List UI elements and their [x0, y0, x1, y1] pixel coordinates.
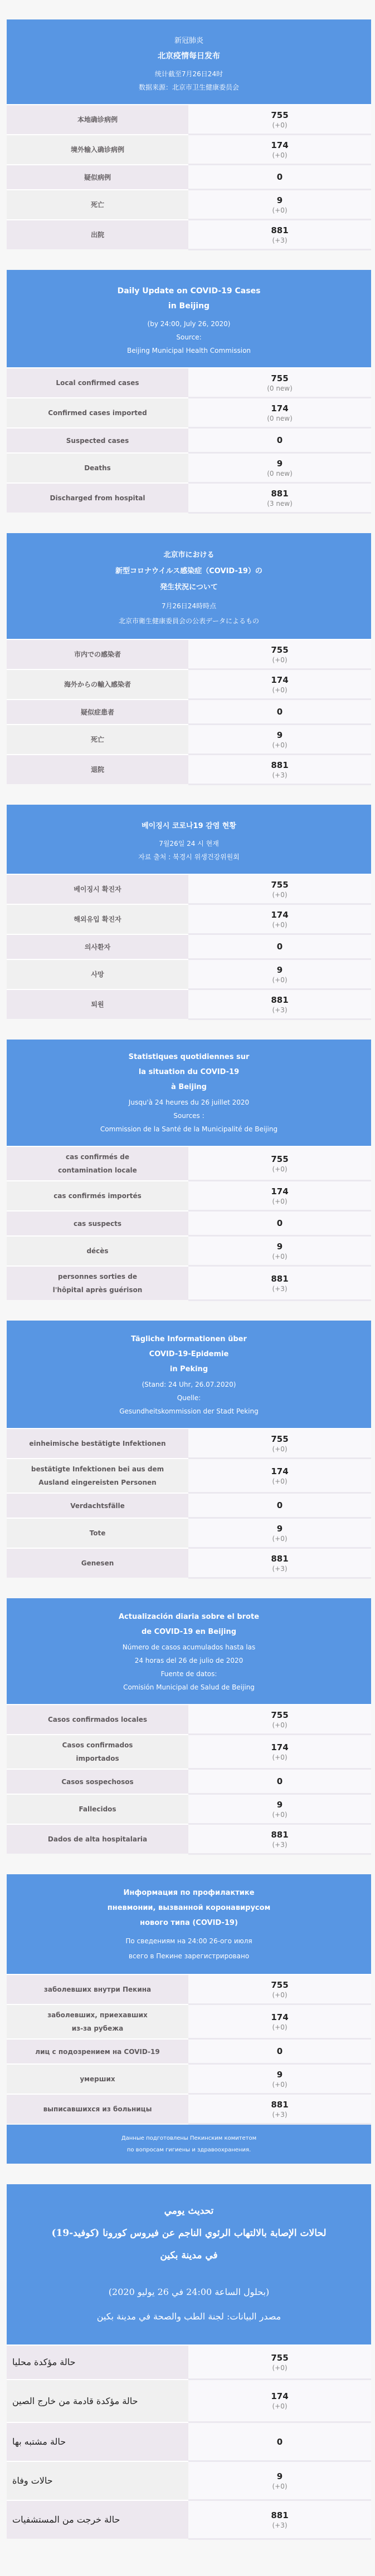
row-value: 755 [271, 1710, 289, 1720]
card-header [7, 270, 371, 367]
row-delta: (+0) [272, 1721, 288, 1729]
row-value: 755 [271, 879, 289, 890]
row-label: 死亡 [7, 190, 188, 219]
table-row-suspected [7, 1210, 371, 1235]
data-source: 자료 출처 : 북경시 위생건강위원회 [138, 853, 240, 861]
row-delta: (0 new) [267, 469, 293, 477]
row-value: 174 [271, 2012, 289, 2022]
report-date: 7월26일 24 시 현재 [159, 840, 219, 848]
row-label: Discharged from hospital [7, 484, 188, 513]
card-title-line-3: нового типа (COVID-19) [140, 1919, 238, 1927]
row-delta: (+0) [272, 890, 288, 899]
row-delta: (+0) [272, 2482, 288, 2490]
table-row-discharged [7, 754, 371, 784]
card-arabic [7, 2184, 371, 2539]
table-row-deaths [7, 959, 371, 989]
row-label: Casos confirmados importados [7, 1735, 188, 1769]
table-row-suspected [7, 1769, 371, 1794]
card-japanese [7, 533, 371, 784]
row-label: Fallecidos [7, 1795, 188, 1824]
row-value: 174 [271, 1466, 289, 1476]
row-value: 881 [271, 225, 289, 235]
stats-table [7, 1974, 371, 2124]
source-label: Fuente de datos: [160, 1670, 217, 1678]
table-row-deaths [7, 1235, 371, 1265]
row-delta: (+0) [272, 1477, 288, 1485]
row-value: 755 [271, 110, 289, 120]
row-value: 9 [276, 730, 283, 740]
row-delta: (+0) [272, 656, 288, 664]
report-date: (بحلول الساعة 24:00 في 26 يوليو 2020) [108, 2287, 270, 2297]
row-delta: (+0) [272, 1810, 288, 1819]
row-label: cas suspects [7, 1211, 188, 1235]
table-row-local-confirmed [7, 367, 371, 397]
row-label: bestätigte Infektionen bei aus dem Ausland eingereisten Personen [7, 1459, 188, 1493]
row-delta: (+0) [272, 2402, 288, 2410]
row-label: 퇴원 [7, 990, 188, 1019]
card-russian [7, 1874, 371, 2164]
data-source: Comisión Municipal de Salud de Beijing [123, 1683, 255, 1691]
report-date-line-2: 24 horas del 26 de julio de 2020 [134, 1657, 243, 1664]
table-row-discharged [7, 2500, 371, 2539]
row-value: 9 [276, 2471, 283, 2481]
data-source: Beijing Municipal Health Commission [126, 347, 251, 354]
row-delta: (3 new) [267, 499, 293, 508]
row-value: 881 [271, 2099, 289, 2110]
table-row-suspected [7, 1493, 371, 1518]
table-row-discharged [7, 1548, 371, 1578]
row-value: 0 [276, 2046, 283, 2056]
row-label: حالة مشتبه بها [7, 2423, 188, 2461]
table-row-local-confirmed [7, 1428, 371, 1458]
row-label: заболевших внутри Пекина [7, 1975, 188, 2004]
card-title-line-3: in Peking [169, 1365, 208, 1373]
row-delta: (+3) [272, 1284, 288, 1293]
row-label: Suspected cases [7, 428, 188, 452]
row-value: 9 [276, 1523, 283, 1534]
table-row-imported [7, 1180, 371, 1210]
card-spanish [7, 1598, 371, 1854]
card-title-line-3: في مدينة بكين [160, 2250, 218, 2261]
row-label: 疑似症患者 [7, 700, 188, 724]
table-row-local-confirmed [7, 639, 371, 669]
stats-table [7, 639, 371, 784]
row-value: 881 [271, 2510, 289, 2520]
card-header [7, 19, 371, 104]
pre-title: 新冠肺炎 [174, 37, 203, 45]
row-value: 174 [271, 403, 289, 413]
row-label: décès [7, 1237, 188, 1265]
row-label: 退院 [7, 755, 188, 784]
table-row-imported [7, 1734, 371, 1769]
data-source: مصدر البيانات: لجنة الطب والصحة في مدينة بكين [96, 2311, 281, 2322]
table-row-imported [7, 2379, 371, 2422]
card-title-line-2: 新型コロナウイルス感染症（COVID-19）の [115, 567, 262, 575]
stats-table [7, 1146, 371, 1300]
table-row-suspected [7, 2422, 371, 2461]
card-header [7, 805, 371, 874]
card-header [7, 1598, 371, 1704]
row-value: 881 [271, 1829, 289, 1840]
data-source: Gesundheitskommission der Stadt Peking [119, 1407, 259, 1415]
card-header [7, 2184, 371, 2344]
row-value: 0 [276, 707, 283, 717]
row-delta: (+0) [272, 1991, 288, 1999]
row-label: Tote [7, 1519, 188, 1548]
table-row-deaths [7, 2063, 371, 2094]
stats-table [7, 2344, 371, 2539]
card-title: 北京疫情每日发布 [158, 52, 220, 61]
row-value: 174 [271, 909, 289, 920]
report-date: (Stand: 24 Uhr, 26.07.2020) [142, 1381, 236, 1388]
row-label: 해외유입 확진자 [7, 905, 188, 934]
report-date-line-1: Número de casos acumulados hasta las [122, 1643, 256, 1651]
table-row-local-confirmed [7, 1146, 371, 1180]
table-row-suspected [7, 934, 371, 959]
table-row-discharged [7, 2094, 371, 2124]
row-label: 疑似病例 [7, 165, 188, 189]
card-title-line-1: Daily Update on COVID-19 Cases [117, 287, 261, 295]
row-label: Dados de alta hospitalaria [7, 1825, 188, 1854]
card-header [7, 1874, 371, 1974]
card-chinese [7, 19, 371, 249]
row-delta: (+0) [272, 206, 288, 214]
card-title-line-3: à Beijing [171, 1083, 207, 1091]
row-value: 174 [271, 1742, 289, 1752]
row-label: حالة خرجت من المستشفيات [7, 2501, 188, 2539]
row-label: Verdachtsfälle [7, 1494, 188, 1518]
table-row-suspected [7, 2038, 371, 2063]
row-delta: (+0) [272, 2080, 288, 2089]
row-label: 境外输入确诊病例 [7, 135, 188, 164]
row-value: 9 [276, 2069, 283, 2080]
row-value: 881 [271, 760, 289, 770]
row-label: 死亡 [7, 725, 188, 754]
card-title-line-1: Информация по профилактике [123, 1889, 255, 1897]
row-value: 0 [276, 942, 283, 952]
row-delta: (+0) [272, 151, 288, 159]
table-row-local-confirmed [7, 1704, 371, 1734]
row-label: personnes sorties de l'hôpital après guérison [7, 1267, 188, 1300]
row-delta: (+0) [272, 741, 288, 749]
row-value: 755 [271, 1979, 289, 1990]
row-value: 881 [271, 1273, 289, 1284]
row-delta: (+0) [272, 121, 288, 129]
card-title-line-1: Tägliche Informationen über [131, 1335, 247, 1343]
table-row-deaths [7, 2461, 371, 2500]
card-title-line-2: COVID-19-Epidemie [149, 1350, 229, 1358]
row-value: 174 [271, 1186, 289, 1196]
row-label: 베이징시 확진자 [7, 875, 188, 904]
row-delta: (+0) [272, 1252, 288, 1260]
row-value: 0 [276, 2436, 283, 2447]
card-title-line-1: Statistiques quotidiennes sur [128, 1053, 250, 1061]
card-title-line-1: 北京市における [163, 551, 215, 559]
data-source: 北京市衛生健康委員会の公表データによるもの [118, 617, 259, 625]
table-row-imported [7, 2004, 371, 2038]
row-label: заболевших, приехавших из-за рубежа [7, 2005, 188, 2038]
row-value: 755 [271, 1434, 289, 1444]
row-value: 881 [271, 488, 289, 499]
row-delta: (+0) [272, 976, 288, 984]
table-row-suspected [7, 164, 371, 189]
row-label: лиц с подозрением на COVID-19 [7, 2040, 188, 2063]
card-title-line-2: de COVID-19 en Beijing [141, 1628, 237, 1636]
row-delta: (+3) [272, 1006, 288, 1014]
row-delta: (+3) [272, 2110, 288, 2119]
table-row-suspected [7, 699, 371, 724]
row-label: cas confirmés de contamination locale [7, 1147, 188, 1180]
data-source: 数据来源：北京市卫生健康委员会 [138, 83, 239, 91]
table-row-deaths [7, 452, 371, 482]
table-row-imported [7, 669, 371, 699]
source-label: Source: [176, 333, 202, 341]
row-label: cas confirmés importés [7, 1181, 188, 1210]
row-delta: (0 new) [267, 384, 293, 392]
card-header [7, 533, 371, 639]
table-row-discharged [7, 989, 371, 1019]
stats-table [7, 1428, 371, 1578]
stats-table [7, 874, 371, 1019]
table-row-local-confirmed [7, 1974, 371, 2004]
row-label: 海外からの輸入感染者 [7, 670, 188, 699]
card-german [7, 1321, 371, 1578]
row-delta: (+0) [272, 1534, 288, 1543]
row-delta: (+0) [272, 1165, 288, 1173]
source-label: Quelle: [177, 1394, 201, 1402]
card-korean [7, 805, 371, 1019]
row-label: 出院 [7, 220, 188, 249]
row-label: Casos sospechosos [7, 1770, 188, 1794]
card-footer [7, 2125, 371, 2164]
row-value: 0 [276, 1776, 283, 1786]
row-value: 755 [271, 2352, 289, 2363]
source-label: Sources : [173, 1112, 204, 1120]
footer-line-1: Данные подготовлены Пекинским комитетом [121, 2135, 257, 2141]
row-label: Confirmed cases imported [7, 398, 188, 427]
row-value: 755 [271, 373, 289, 383]
report-date: 统计截至7月26日24时 [154, 70, 223, 78]
row-value: 0 [276, 1500, 283, 1510]
row-value: 881 [271, 1553, 289, 1564]
row-label: умерших [7, 2065, 188, 2094]
card-title: 베이징시 코로나19 감염 현황 [142, 822, 236, 830]
stats-table [7, 1704, 371, 1854]
table-row-imported [7, 904, 371, 934]
row-label: einheimische bestätigte Infektionen [7, 1429, 188, 1458]
row-value: 9 [276, 458, 283, 469]
row-value: 9 [276, 1241, 283, 1252]
row-delta: (+0) [272, 920, 288, 929]
card-header [7, 1040, 371, 1146]
table-row-imported [7, 1458, 371, 1493]
row-value: 0 [276, 435, 283, 445]
row-label: Casos confirmados locales [7, 1705, 188, 1734]
row-delta: (+3) [272, 1840, 288, 1849]
row-label: حالة مؤكدة قادمة من خارج الصين [7, 2380, 188, 2422]
row-value: 755 [271, 644, 289, 655]
card-title-line-2: la situation du COVID-19 [138, 1068, 240, 1076]
table-row-discharged [7, 1265, 371, 1300]
table-row-deaths [7, 724, 371, 754]
row-value: 174 [271, 674, 289, 685]
row-delta: (+3) [272, 771, 288, 779]
row-label: 市内での感染者 [7, 640, 188, 669]
row-value: 9 [276, 195, 283, 205]
table-row-suspected [7, 427, 371, 452]
row-label: حالات وفاة [7, 2462, 188, 2500]
card-title-line-2: in Beijing [168, 302, 210, 311]
row-value: 9 [276, 1799, 283, 1810]
row-label: Genesen [7, 1549, 188, 1578]
table-row-discharged [7, 219, 371, 249]
card-title-line-1: Actualización diaria sobre el brote [118, 1613, 260, 1621]
row-delta: (+0) [272, 686, 288, 694]
card-english [7, 270, 371, 513]
data-source: Commission de la Santé de la Municipalité de Beijing [100, 1125, 278, 1133]
row-delta: (+0) [272, 1753, 288, 1761]
card-header [7, 1321, 371, 1428]
report-date: 7月26日24時時点 [161, 602, 217, 610]
card-title-line-3: 発生状況について [160, 583, 218, 592]
table-row-local-confirmed [7, 2344, 371, 2379]
report-date-line-2: всего в Пекине зарегистрировано [128, 1952, 250, 1960]
card-french [7, 1040, 371, 1300]
table-row-discharged [7, 1824, 371, 1854]
row-delta: (0 new) [267, 414, 293, 422]
row-delta: (+3) [272, 236, 288, 244]
table-row-deaths [7, 189, 371, 219]
row-value: 0 [276, 1218, 283, 1228]
row-label: Deaths [7, 454, 188, 482]
row-label: 사망 [7, 960, 188, 989]
row-value: 881 [271, 994, 289, 1005]
row-value: 755 [271, 1154, 289, 1164]
row-delta: (+0) [272, 2363, 288, 2372]
row-delta: (+3) [272, 2521, 288, 2529]
row-label: Local confirmed cases [7, 368, 188, 397]
row-label: حالة مؤكدة محليا [7, 2346, 188, 2379]
table-row-local-confirmed [7, 104, 371, 134]
row-value: 0 [276, 172, 283, 182]
table-row-local-confirmed [7, 874, 371, 904]
row-label: 의사환자 [7, 935, 188, 959]
report-date-line-1: По сведениям на 24:00 26-ого июля [125, 1937, 252, 1945]
card-title-line-2: لحالات الإصابة بالالتهاب الرئوي الناجم عن فيروس كورونا (كوفيد-19) [51, 2228, 327, 2239]
row-value: 174 [271, 140, 289, 150]
footer-line-2: по вопросам гигиены и здравоохранения. [126, 2147, 251, 2153]
table-row-discharged [7, 482, 371, 513]
table-row-deaths [7, 1518, 371, 1548]
row-value: 9 [276, 964, 283, 975]
row-value: 174 [271, 2391, 289, 2401]
row-delta: (+0) [272, 1445, 288, 1453]
row-label: выписавшихся из больницы [7, 2095, 188, 2124]
table-row-imported [7, 134, 371, 164]
row-delta: (+3) [272, 1564, 288, 1573]
stats-table [7, 104, 371, 249]
table-row-deaths [7, 1794, 371, 1824]
row-delta: (+0) [272, 1197, 288, 1205]
report-date: Jusqu'à 24 heures du 26 juillet 2020 [128, 1099, 250, 1106]
row-delta: (+0) [272, 2023, 288, 2031]
report-date: (by 24:00, July 26, 2020) [147, 320, 231, 328]
stats-table [7, 367, 371, 513]
row-label: 本地确诊病例 [7, 105, 188, 134]
table-row-imported [7, 397, 371, 427]
card-title-line-2: пневмонии, вызванной коронавирусом [107, 1904, 271, 1912]
card-title-line-1: تحديث يومي [164, 2205, 214, 2217]
